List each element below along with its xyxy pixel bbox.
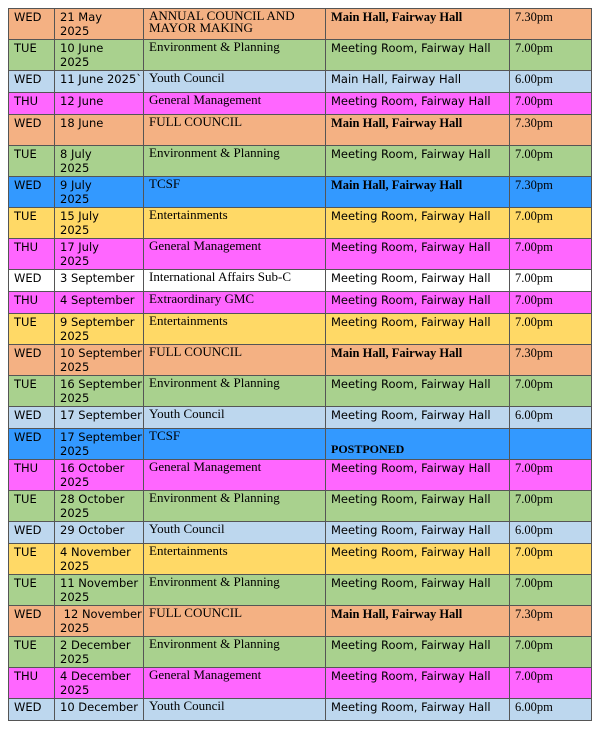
date-line: 9 September [60,315,135,329]
meeting-cell: Environment & Planning [144,40,326,71]
table-row [9,270,592,292]
meeting-cell: General Management [144,239,326,270]
venue-cell: Meeting Room, Fairway Hall [326,407,510,429]
venue-cell: Main Hall, Fairway Hall [326,71,510,93]
date-cell [55,208,144,239]
time-cell: 7.00pm [510,40,592,71]
date-cell [55,460,144,491]
venue-cell: Meeting Room, Fairway Hall [326,699,510,721]
day-cell: THU [9,239,55,270]
date-cell [55,407,144,429]
date-year: 2025 [60,329,90,343]
table-row [9,429,592,460]
table-row [9,239,592,270]
table-row [9,345,592,376]
venue-cell: Main Hall, Fairway Hall [326,345,510,376]
date-cell [55,699,144,721]
date-year: 2025 [60,24,90,38]
time-cell: 7.00pm [510,208,592,239]
date-line: 17 July [60,240,99,254]
date-year: 2025 [60,590,90,604]
day-cell: WED [9,71,55,93]
day-cell: TUE [9,40,55,71]
day-cell: WED [9,699,55,721]
meeting-cell: International Affairs Sub-C [144,270,326,292]
meeting-cell: Environment & Planning [144,376,326,407]
date-line: 10 September [60,346,142,360]
date-cell [55,376,144,407]
date-line: 28 October [60,492,125,506]
table-row [9,40,592,71]
venue-cell: Main Hall, Fairway Hall [326,115,510,146]
table-row [9,491,592,522]
table-row [9,460,592,491]
meeting-cell: FULL COUNCIL [144,606,326,637]
day-cell: TUE [9,314,55,345]
day-cell: THU [9,668,55,699]
date-year: 2025 [60,55,90,69]
time-cell: 7.30pm [510,345,592,376]
table-row [9,115,592,146]
venue-cell: Main Hall, Fairway Hall [326,177,510,208]
date-year: 2025 [60,683,90,697]
venue-cell [326,429,510,460]
venue-cell: Meeting Room, Fairway Hall [326,40,510,71]
table-row [9,292,592,314]
date-cell [55,146,144,177]
day-cell: THU [9,93,55,115]
meeting-cell: Environment & Planning [144,637,326,668]
time-cell [510,429,592,460]
date-line: 17 September [60,408,142,422]
date-year: 2025 [60,223,90,237]
table-row [9,668,592,699]
day-cell: TUE [9,146,55,177]
meeting-cell: FULL COUNCIL [144,345,326,376]
venue-cell: Meeting Room, Fairway Hall [326,491,510,522]
table-row [9,71,592,93]
date-line: 18 June [60,116,104,130]
date-line: 4 September [60,293,135,307]
day-cell: WED [9,522,55,544]
table-row [9,9,592,40]
day-cell: TUE [9,637,55,668]
date-year: 2025 [60,621,90,635]
time-cell: 7.30pm [510,9,592,40]
schedule-body [9,9,592,721]
meeting-cell: TCSF [144,429,326,460]
time-cell: 7.00pm [510,376,592,407]
time-cell: 7.00pm [510,146,592,177]
time-cell: 6.00pm [510,407,592,429]
venue-cell: Meeting Room, Fairway Hall [326,208,510,239]
meeting-cell: Entertainments [144,208,326,239]
date-cell [55,491,144,522]
meeting-schedule-table [8,8,592,721]
date-line: 4 December [60,669,131,683]
date-year: 2025 [60,192,90,206]
date-line: 12 November [60,607,142,621]
venue-cell: Meeting Room, Fairway Hall [326,637,510,668]
date-cell [55,93,144,115]
time-cell: 7.30pm [510,115,592,146]
meeting-cell: ANNUAL COUNCIL AND MAYOR MAKING [144,9,326,40]
date-line: 11 November [60,576,139,590]
date-year: 2025 [60,391,90,405]
day-cell: WED [9,9,55,40]
table-row [9,575,592,606]
time-cell: 7.00pm [510,292,592,314]
date-cell [55,239,144,270]
day-cell: THU [9,292,55,314]
venue-cell: Meeting Room, Fairway Hall [326,292,510,314]
venue-cell: Meeting Room, Fairway Hall [326,239,510,270]
table-row [9,208,592,239]
date-year: 2025 [60,652,90,666]
table-row [9,522,592,544]
meeting-cell: Youth Council [144,699,326,721]
venue-cell: Meeting Room, Fairway Hall [326,314,510,345]
date-line: 17 September [60,430,142,444]
date-line: 10 December [60,700,138,714]
date-cell [55,544,144,575]
day-cell: WED [9,177,55,208]
date-line: 15 July [60,209,99,223]
date-line: 9 July [60,178,92,192]
time-cell: 7.00pm [510,460,592,491]
meeting-cell: Youth Council [144,71,326,93]
venue-cell: Meeting Room, Fairway Hall [326,544,510,575]
date-cell [55,606,144,637]
date-cell [55,637,144,668]
table-row [9,544,592,575]
date-line: 11 June 2025` [60,72,143,86]
table-row [9,177,592,208]
table-row [9,93,592,115]
postponed-label: POSTPONED [331,442,405,456]
date-cell [55,115,144,146]
table-row [9,407,592,429]
time-cell: 7.00pm [510,491,592,522]
table-row [9,606,592,637]
time-cell: 7.30pm [510,177,592,208]
date-year: 2025 [60,475,90,489]
time-cell: 7.00pm [510,575,592,606]
date-line: 2 December [60,638,131,652]
date-cell [55,270,144,292]
venue-cell: Meeting Room, Fairway Hall [326,460,510,491]
meeting-cell: Environment & Planning [144,491,326,522]
date-line: 4 November [60,545,131,559]
time-cell: 7.30pm [510,606,592,637]
meeting-cell: Environment & Planning [144,575,326,606]
date-line: 12 June [60,94,104,108]
meeting-cell: Entertainments [144,314,326,345]
day-cell: WED [9,345,55,376]
meeting-cell: FULL COUNCIL [144,115,326,146]
meeting-cell: Entertainments [144,544,326,575]
meeting-cell: Environment & Planning [144,146,326,177]
date-cell [55,314,144,345]
day-cell: WED [9,115,55,146]
date-line: 16 September [60,377,142,391]
date-line: 29 October [60,523,125,537]
date-cell [55,668,144,699]
table-row [9,146,592,177]
venue-cell: Meeting Room, Fairway Hall [326,146,510,177]
date-line: 8 July [60,147,92,161]
date-cell [55,522,144,544]
meeting-cell: General Management [144,668,326,699]
day-cell: TUE [9,491,55,522]
date-cell [55,40,144,71]
time-cell: 7.00pm [510,668,592,699]
time-cell: 7.00pm [510,239,592,270]
day-cell: THU [9,460,55,491]
time-cell: 7.00pm [510,270,592,292]
date-cell [55,292,144,314]
date-year: 2025 [60,559,90,573]
venue-cell: Meeting Room, Fairway Hall [326,93,510,115]
date-year: 2025 [60,360,90,374]
time-cell: 7.00pm [510,93,592,115]
meeting-cell: General Management [144,460,326,491]
date-line: 3 September [60,271,135,285]
time-cell: 6.00pm [510,699,592,721]
date-line: 16 October [60,461,125,475]
date-year: 2025 [60,254,90,268]
meeting-cell: General Management [144,93,326,115]
time-cell: 7.00pm [510,637,592,668]
venue-cell: Meeting Room, Fairway Hall [326,376,510,407]
date-cell [55,71,144,93]
venue-cell: Meeting Room, Fairway Hall [326,270,510,292]
venue-cell: Main Hall, Fairway Hall [326,606,510,637]
venue-cell: Meeting Room, Fairway Hall [326,668,510,699]
time-cell: 6.00pm [510,522,592,544]
table-row [9,699,592,721]
day-cell: TUE [9,208,55,239]
date-year: 2025 [60,444,90,458]
day-cell: WED [9,407,55,429]
day-cell: TUE [9,544,55,575]
venue-cell: Main Hall, Fairway Hall [326,9,510,40]
date-year: 2025 [60,506,90,520]
date-cell [55,177,144,208]
meeting-cell: Youth Council [144,522,326,544]
day-cell: WED [9,429,55,460]
day-cell: WED [9,606,55,637]
date-cell [55,345,144,376]
venue-cell: Meeting Room, Fairway Hall [326,522,510,544]
meeting-cell: Youth Council [144,407,326,429]
day-cell: WED [9,270,55,292]
table-row [9,314,592,345]
time-cell: 6.00pm [510,71,592,93]
date-line: 10 June [60,41,104,55]
date-cell [55,575,144,606]
day-cell: TUE [9,575,55,606]
meeting-cell: TCSF [144,177,326,208]
date-cell [55,9,144,40]
date-year: 2025 [60,161,90,175]
table-row [9,376,592,407]
time-cell: 7.00pm [510,314,592,345]
table-row [9,637,592,668]
time-cell: 7.00pm [510,544,592,575]
date-line: 21 May [60,10,103,24]
date-cell [55,429,144,460]
venue-cell: Meeting Room, Fairway Hall [326,575,510,606]
meeting-cell: Extraordinary GMC [144,292,326,314]
day-cell: TUE [9,376,55,407]
